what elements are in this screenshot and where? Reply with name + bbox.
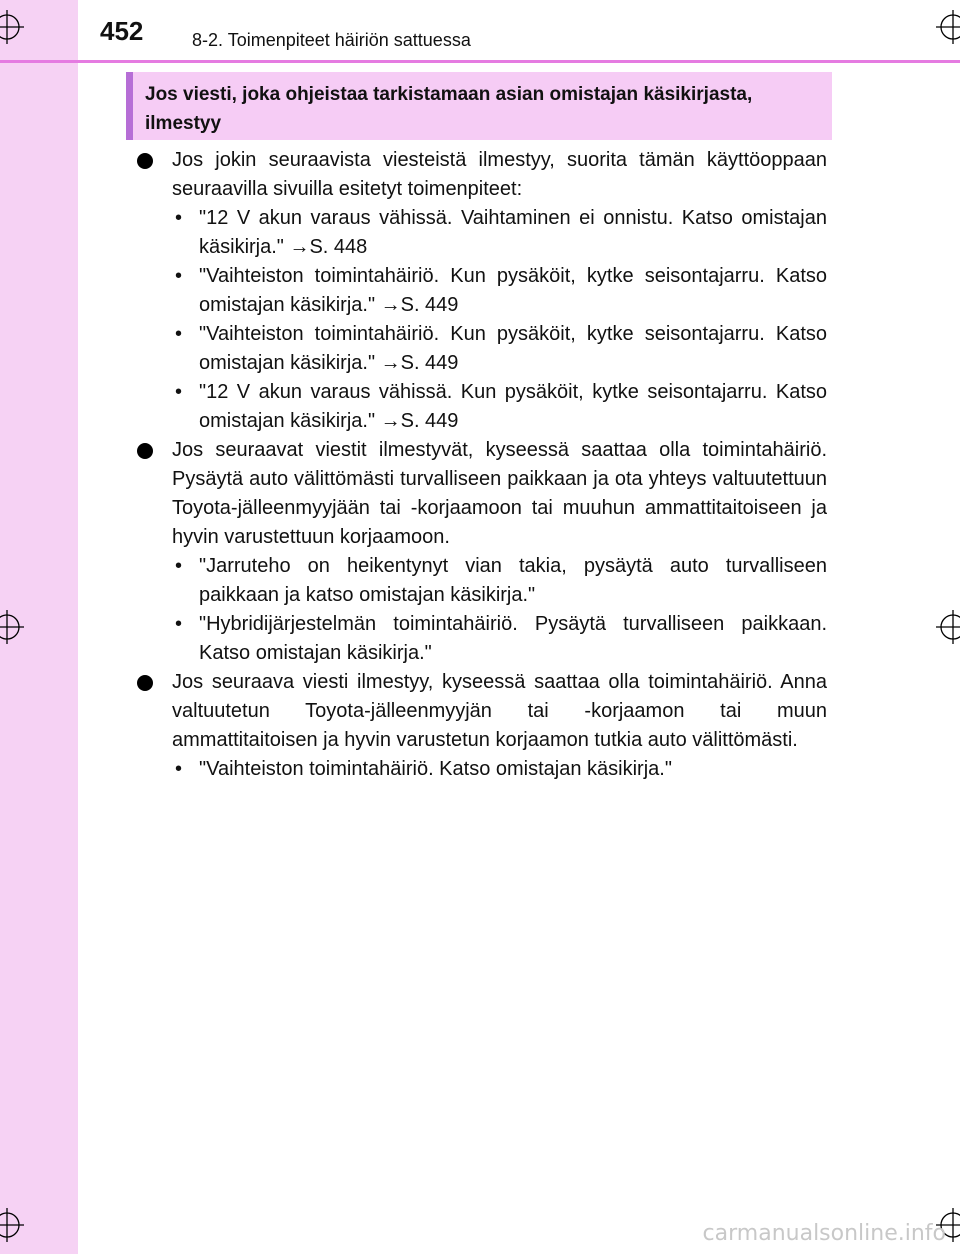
sub-item (137, 755, 827, 784)
bullet-dot-icon (137, 443, 153, 459)
info-box-accent (126, 72, 133, 140)
sub-item (137, 204, 827, 262)
bullet-text: Jos seuraavat viestit ilmestyvät, kyseessä saattaa olla toimintahäiriö. Pysäytä auto välittömästi turvalliseen paikkaan ja ota yhteys valtuutettuun Toyota-jälleenmyyjään tai -korjaamoon tai muuhun ammattitaitoiseen ja hyvin varustettuun korjaamoon. (172, 439, 827, 548)
info-box (126, 72, 832, 140)
registration-mark-icon (0, 610, 24, 644)
registration-mark-icon (936, 610, 960, 644)
sub-item (137, 378, 827, 436)
sub-bullet-marker: • (175, 207, 183, 229)
sub-bullet-marker: • (175, 265, 183, 287)
page-number: 452 (100, 16, 144, 46)
sub-item-text: "Jarruteho on heikentynyt vian takia, pysäytä auto turvalliseen paikkaan ja katso omistajan käsikirja." (199, 555, 827, 606)
bullet-dot-icon (137, 153, 153, 169)
registration-mark-icon (0, 10, 24, 44)
sub-bullet-marker: • (175, 613, 183, 635)
bullet-text: Jos seuraava viesti ilmestyy, kyseessä saattaa olla toimintahäiriö. Anna valtuutetun Toyota-jälleenmyyjän tai -korjaamon tai muun ammattitaitoisen ja hyvin varustetun korjaamon tutkia auto välittömästi. (172, 671, 827, 751)
bullet-text: Jos jokin seuraavista viesteistä ilmestyy, suorita tämän käyttöoppaan seuraavilla sivuilla esitetyt toimenpiteet: (172, 149, 827, 200)
sub-bullet-marker: • (175, 323, 183, 345)
sub-item (137, 320, 827, 378)
sub-item-text: "12 V akun varaus vähissä. Kun pysäköit, kytke seisontajarru. Katso omistajan käsikirja." →S. 449 (199, 381, 827, 432)
section-title: 8-2. Toimenpiteet häiriön sattuessa (192, 30, 471, 50)
sub-bullet-marker: • (175, 381, 183, 403)
sub-item-text: "Vaihteiston toimintahäiriö. Katso omistajan käsikirja." (199, 758, 672, 780)
main-content (137, 146, 827, 784)
bullet-dot-icon (137, 675, 153, 691)
bullet-item (137, 436, 827, 552)
registration-mark-icon (0, 1208, 24, 1242)
sub-item-text: "Vaihteiston toimintahäiriö. Kun pysäköit, kytke seisontajarru. Katso omistajan käsikirja." →S. 449 (199, 323, 827, 374)
bullet-item (137, 146, 827, 204)
watermark: carmanualsonline.info (702, 1221, 946, 1246)
sub-item (137, 610, 827, 668)
sub-bullet-marker: • (175, 758, 183, 780)
registration-mark-icon (936, 10, 960, 44)
sub-bullet-marker: • (175, 555, 183, 577)
header-rule (0, 60, 960, 63)
sub-item-text: "12 V akun varaus vähissä. Vaihtaminen ei onnistu. Katso omistajan käsikirja." →S. 448 (199, 207, 827, 258)
info-box-title: Jos viesti, joka ohjeistaa tarkistamaan asian omistajan käsikirjasta, ilmestyy (145, 84, 753, 134)
sub-item (137, 552, 827, 610)
bullet-item (137, 668, 827, 755)
sub-item-text: "Vaihteiston toimintahäiriö. Kun pysäköit, kytke seisontajarru. Katso omistajan käsikirja." →S. 449 (199, 265, 827, 316)
sub-item-text: "Hybridijärjestelmän toimintahäiriö. Pysäytä turvalliseen paikkaan. Katso omistajan käsikirja." (199, 613, 827, 664)
sub-item (137, 262, 827, 320)
